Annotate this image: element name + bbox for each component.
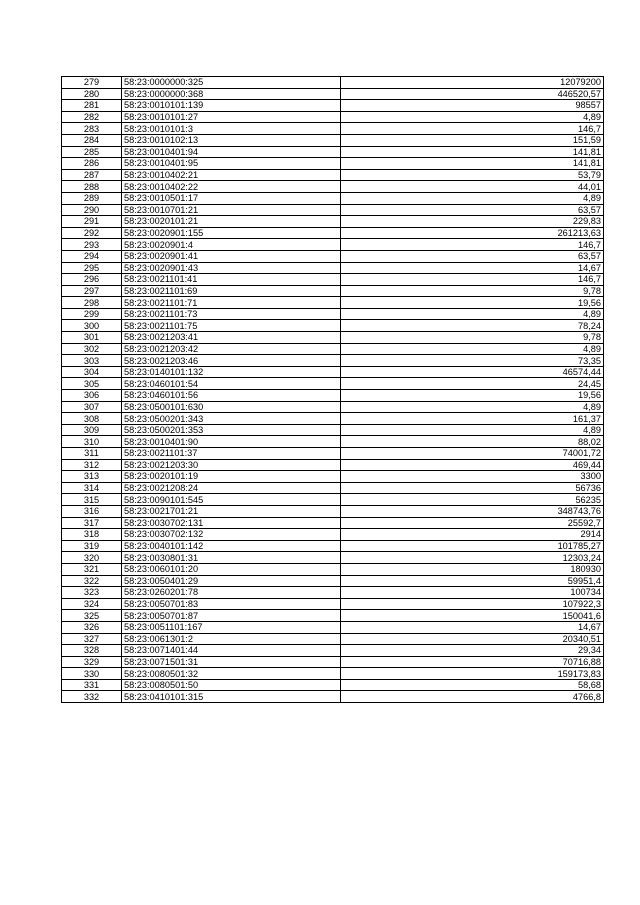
table-row — [62, 679, 604, 691]
row-number-cell: 321 — [62, 563, 122, 575]
row-number-cell: 296 — [62, 274, 122, 286]
value-cell: 20340,51 — [341, 633, 604, 645]
cadastral-number-cell: 58:23:0021101:71 — [122, 297, 341, 309]
table-row — [62, 529, 604, 541]
table-row — [62, 656, 604, 668]
value-cell: 150041,6 — [341, 610, 604, 622]
table-row — [62, 505, 604, 517]
table-row — [62, 691, 604, 703]
cadastral-number-cell: 58:23:0010501:17 — [122, 192, 341, 204]
value-cell: 159173,83 — [341, 668, 604, 680]
cadastral-number-cell: 58:23:0021208:24 — [122, 482, 341, 494]
value-cell: 101785,27 — [341, 540, 604, 552]
row-number-cell: 317 — [62, 517, 122, 529]
row-number-cell: 309 — [62, 424, 122, 436]
value-cell: 4,89 — [341, 343, 604, 355]
cadastral-number-cell: 58:23:0500201:353 — [122, 424, 341, 436]
row-number-cell: 279 — [62, 77, 122, 89]
cadastral-number-cell: 58:23:0021203:42 — [122, 343, 341, 355]
value-cell: 146,7 — [341, 274, 604, 286]
row-number-cell: 301 — [62, 332, 122, 344]
value-cell: 141,81 — [341, 146, 604, 158]
cadastral-number-cell: 58:23:0010102:13 — [122, 134, 341, 146]
cadastral-number-cell: 58:23:0260201:78 — [122, 587, 341, 599]
value-cell: 9,78 — [341, 285, 604, 297]
row-number-cell: 313 — [62, 471, 122, 483]
table-row — [62, 390, 604, 402]
row-number-cell: 316 — [62, 505, 122, 517]
cadastral-number-cell: 58:23:0021101:73 — [122, 308, 341, 320]
table-row — [62, 181, 604, 193]
cadastral-number-cell: 58:23:0460101:54 — [122, 378, 341, 390]
row-number-cell: 315 — [62, 494, 122, 506]
table-row — [62, 158, 604, 170]
row-number-cell: 324 — [62, 598, 122, 610]
cadastral-number-cell: 58:23:0010101:3 — [122, 123, 341, 135]
cadastral-number-cell: 58:23:0010701:21 — [122, 204, 341, 216]
value-cell: 78,24 — [341, 320, 604, 332]
row-number-cell: 326 — [62, 621, 122, 633]
row-number-cell: 282 — [62, 111, 122, 123]
value-cell: 107922,3 — [341, 598, 604, 610]
value-cell: 4766,8 — [341, 691, 604, 703]
value-cell: 348743,76 — [341, 505, 604, 517]
cadastral-number-cell: 58:23:0080501:32 — [122, 668, 341, 680]
table-row — [62, 494, 604, 506]
row-number-cell: 302 — [62, 343, 122, 355]
cadastral-number-cell: 58:23:0021203:46 — [122, 355, 341, 367]
table-row — [62, 448, 604, 460]
value-cell: 73,35 — [341, 355, 604, 367]
value-cell: 53,79 — [341, 169, 604, 181]
row-number-cell: 312 — [62, 459, 122, 471]
table-row — [62, 575, 604, 587]
table-row — [62, 100, 604, 112]
cadastral-number-cell: 58:23:0000000:325 — [122, 77, 341, 89]
table-row — [62, 285, 604, 297]
cadastral-number-cell: 58:23:0030702:132 — [122, 529, 341, 541]
value-cell: 146,7 — [341, 123, 604, 135]
value-cell: 12303,24 — [341, 552, 604, 564]
value-cell: 180930 — [341, 563, 604, 575]
row-number-cell: 311 — [62, 448, 122, 460]
cadastral-number-cell: 58:23:0060101:20 — [122, 563, 341, 575]
value-cell: 161,37 — [341, 413, 604, 425]
row-number-cell: 284 — [62, 134, 122, 146]
table-row — [62, 633, 604, 645]
row-number-cell: 323 — [62, 587, 122, 599]
row-number-cell: 294 — [62, 250, 122, 262]
row-number-cell: 285 — [62, 146, 122, 158]
table-row — [62, 332, 604, 344]
row-number-cell: 308 — [62, 413, 122, 425]
table-row — [62, 401, 604, 413]
value-cell: 14,67 — [341, 262, 604, 274]
cadastral-number-cell: 58:23:0021203:41 — [122, 332, 341, 344]
table-row — [62, 204, 604, 216]
table-row — [62, 308, 604, 320]
value-cell: 70716,88 — [341, 656, 604, 668]
table-row — [62, 482, 604, 494]
row-number-cell: 297 — [62, 285, 122, 297]
row-number-cell: 295 — [62, 262, 122, 274]
row-number-cell: 280 — [62, 88, 122, 100]
value-cell: 44,01 — [341, 181, 604, 193]
table-row — [62, 355, 604, 367]
cadastral-number-cell: 58:23:0021101:69 — [122, 285, 341, 297]
table-row — [62, 239, 604, 251]
cadastral-number-cell: 58:23:0021101:75 — [122, 320, 341, 332]
cadastral-number-cell: 58:23:0040101:142 — [122, 540, 341, 552]
table-row — [62, 621, 604, 633]
cadastral-number-cell: 58:23:0020901:155 — [122, 227, 341, 239]
cadastral-number-cell: 58:23:0050401:29 — [122, 575, 341, 587]
table-row — [62, 540, 604, 552]
value-cell: 46574,44 — [341, 366, 604, 378]
row-number-cell: 322 — [62, 575, 122, 587]
value-cell: 146,7 — [341, 239, 604, 251]
cadastral-number-cell: 58:23:0021101:41 — [122, 274, 341, 286]
cadastral-number-cell: 58:23:0010402:21 — [122, 169, 341, 181]
table-row — [62, 169, 604, 181]
value-cell: 151,59 — [341, 134, 604, 146]
value-cell: 141,81 — [341, 158, 604, 170]
value-cell: 12079200 — [341, 77, 604, 89]
cadastral-number-cell: 58:23:0010401:94 — [122, 146, 341, 158]
table-row — [62, 517, 604, 529]
value-cell: 3300 — [341, 471, 604, 483]
row-number-cell: 307 — [62, 401, 122, 413]
row-number-cell: 310 — [62, 436, 122, 448]
row-number-cell: 299 — [62, 308, 122, 320]
row-number-cell: 291 — [62, 216, 122, 228]
row-number-cell: 331 — [62, 679, 122, 691]
row-number-cell: 287 — [62, 169, 122, 181]
value-cell: 56235 — [341, 494, 604, 506]
row-number-cell: 305 — [62, 378, 122, 390]
cadastral-number-cell: 58:23:0080501:50 — [122, 679, 341, 691]
table-row — [62, 552, 604, 564]
value-cell: 4,89 — [341, 424, 604, 436]
row-number-cell: 306 — [62, 390, 122, 402]
value-cell: 4,89 — [341, 192, 604, 204]
value-cell: 25592,7 — [341, 517, 604, 529]
cadastral-number-cell: 58:23:0010402:22 — [122, 181, 341, 193]
row-number-cell: 283 — [62, 123, 122, 135]
cadastral-number-cell: 58:23:0051101:167 — [122, 621, 341, 633]
cadastral-number-cell: 58:23:0460101:56 — [122, 390, 341, 402]
value-cell: 229,83 — [341, 216, 604, 228]
table-row — [62, 227, 604, 239]
value-cell: 2914 — [341, 529, 604, 541]
row-number-cell: 288 — [62, 181, 122, 193]
table-row — [62, 563, 604, 575]
table-row — [62, 88, 604, 100]
table-row — [62, 320, 604, 332]
row-number-cell: 303 — [62, 355, 122, 367]
table-row — [62, 192, 604, 204]
table-row — [62, 366, 604, 378]
value-cell: 29,34 — [341, 645, 604, 657]
table-row — [62, 645, 604, 657]
row-number-cell: 332 — [62, 691, 122, 703]
row-number-cell: 325 — [62, 610, 122, 622]
table-row — [62, 134, 604, 146]
value-cell: 59951,4 — [341, 575, 604, 587]
table-row — [62, 111, 604, 123]
value-cell: 469,44 — [341, 459, 604, 471]
row-number-cell: 319 — [62, 540, 122, 552]
cadastral-number-cell: 58:23:0020901:4 — [122, 239, 341, 251]
row-number-cell: 293 — [62, 239, 122, 251]
row-number-cell: 329 — [62, 656, 122, 668]
value-cell: 4,89 — [341, 111, 604, 123]
row-number-cell: 298 — [62, 297, 122, 309]
value-cell: 63,57 — [341, 204, 604, 216]
value-cell: 24,45 — [341, 378, 604, 390]
cadastral-number-cell: 58:23:0140101:132 — [122, 366, 341, 378]
cadastral-number-cell: 58:23:0500101:630 — [122, 401, 341, 413]
cadastral-number-cell: 58:23:0000000:368 — [122, 88, 341, 100]
cadastral-number-cell: 58:23:0020901:41 — [122, 250, 341, 262]
value-cell: 58,68 — [341, 679, 604, 691]
value-cell: 4,89 — [341, 401, 604, 413]
table-row — [62, 123, 604, 135]
cadastral-number-cell: 58:23:0030702:131 — [122, 517, 341, 529]
cadastral-value-table — [61, 76, 604, 703]
cadastral-number-cell: 58:23:0010101:27 — [122, 111, 341, 123]
row-number-cell: 327 — [62, 633, 122, 645]
table-row — [62, 262, 604, 274]
value-cell: 88,02 — [341, 436, 604, 448]
value-cell: 9,78 — [341, 332, 604, 344]
table-row — [62, 250, 604, 262]
table-row — [62, 146, 604, 158]
row-number-cell: 300 — [62, 320, 122, 332]
cadastral-number-cell: 58:23:0020101:21 — [122, 216, 341, 228]
value-cell: 261213,63 — [341, 227, 604, 239]
row-number-cell: 314 — [62, 482, 122, 494]
table-row — [62, 216, 604, 228]
table-row — [62, 77, 604, 89]
cadastral-number-cell: 58:23:0020901:43 — [122, 262, 341, 274]
row-number-cell: 318 — [62, 529, 122, 541]
cadastral-number-cell: 58:23:0030801:31 — [122, 552, 341, 564]
table-row — [62, 378, 604, 390]
row-number-cell: 320 — [62, 552, 122, 564]
cadastral-number-cell: 58:23:0050701:87 — [122, 610, 341, 622]
table-row — [62, 436, 604, 448]
table-row — [62, 668, 604, 680]
cadastral-number-cell: 58:23:0010401:90 — [122, 436, 341, 448]
value-cell: 19,56 — [341, 390, 604, 402]
cadastral-number-cell: 58:23:0021701:21 — [122, 505, 341, 517]
cadastral-number-cell: 58:23:0010401:95 — [122, 158, 341, 170]
table-row — [62, 274, 604, 286]
cadastral-number-cell: 58:23:0410101:315 — [122, 691, 341, 703]
value-cell: 19,56 — [341, 297, 604, 309]
table-row — [62, 424, 604, 436]
row-number-cell: 328 — [62, 645, 122, 657]
cadastral-number-cell: 58:23:0061301:2 — [122, 633, 341, 645]
cadastral-number-cell: 58:23:0071401:44 — [122, 645, 341, 657]
cadastral-number-cell: 58:23:0090101:545 — [122, 494, 341, 506]
table-row — [62, 598, 604, 610]
value-cell: 56736 — [341, 482, 604, 494]
table-row — [62, 471, 604, 483]
table-row — [62, 459, 604, 471]
row-number-cell: 304 — [62, 366, 122, 378]
cadastral-number-cell: 58:23:0020101:19 — [122, 471, 341, 483]
table-row — [62, 413, 604, 425]
value-cell: 74001,72 — [341, 448, 604, 460]
cadastral-number-cell: 58:23:0050701:83 — [122, 598, 341, 610]
value-cell: 98557 — [341, 100, 604, 112]
cadastral-number-cell: 58:23:0071501:31 — [122, 656, 341, 668]
row-number-cell: 330 — [62, 668, 122, 680]
cadastral-number-cell: 58:23:0010101:139 — [122, 100, 341, 112]
cadastral-number-cell: 58:23:0021203:30 — [122, 459, 341, 471]
value-cell: 14,67 — [341, 621, 604, 633]
value-cell: 446520,57 — [341, 88, 604, 100]
row-number-cell: 292 — [62, 227, 122, 239]
row-number-cell: 286 — [62, 158, 122, 170]
table-row — [62, 297, 604, 309]
row-number-cell: 281 — [62, 100, 122, 112]
row-number-cell: 290 — [62, 204, 122, 216]
value-cell: 4,89 — [341, 308, 604, 320]
table-row — [62, 587, 604, 599]
table-row — [62, 343, 604, 355]
table-body — [62, 77, 604, 703]
row-number-cell: 289 — [62, 192, 122, 204]
cadastral-number-cell: 58:23:0021101:37 — [122, 448, 341, 460]
table-row — [62, 610, 604, 622]
value-cell: 100734 — [341, 587, 604, 599]
value-cell: 63,57 — [341, 250, 604, 262]
cadastral-number-cell: 58:23:0500201:343 — [122, 413, 341, 425]
